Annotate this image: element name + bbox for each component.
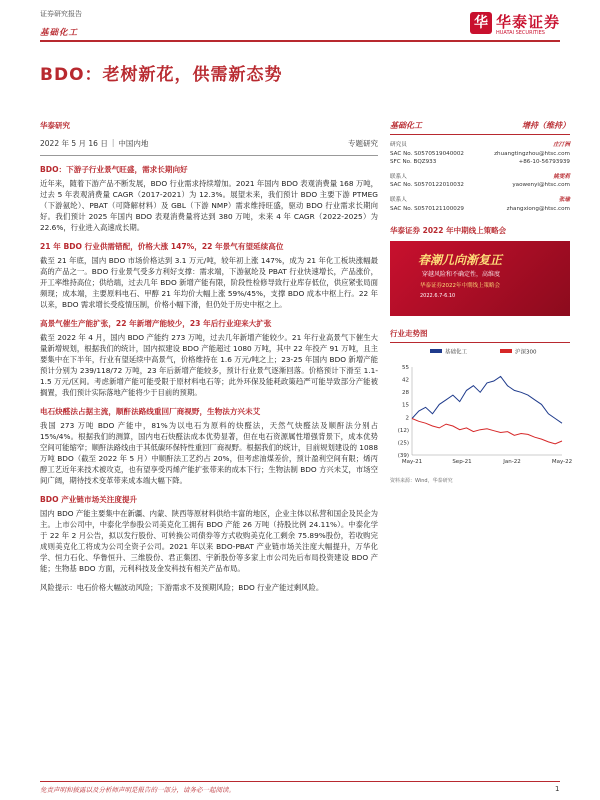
series-line [412,377,562,424]
main-column [40,120,378,593]
y-tick-label: (25) [397,440,409,447]
rating: 增持（维持） [522,121,570,130]
analyst-sac: SAC No. S0570519040002 [390,150,464,157]
header-divider [40,40,560,42]
section-body: 我国 273 万吨 BDO 产能中，81%为以电石为原料的炔醛法，天然气炔醛法及顺酐法分别占 15%/4%。根据我们的测算，国内电石炔醛法成本优势显著，但在电石资源属性增强背景下，成本优势空间可能缩窄；顺酐法路线由于其低碳环保特性重回厂商视野。根据我们的统计，目前规划建设的 1088 万吨 BDO（截至 2022 年 5 月）中顺酐法工艺约占 20%，但考虑油煤差价，预计盈利空间有限；烯丙醇工艺近年来技术被攻克，也有望享受丙烯产能扩张带来的成本下行；生物法制 BDO 方兴未艾，市场空间广阔，期待技术变革带来成本端大幅下降。 [40,421,378,485]
section-1 [40,164,378,233]
report-region: 中国内地 [118,139,149,148]
chart-source: 资料来源：Wind，华泰研究 [390,478,453,485]
risk-warning: 风险提示：电石价格大幅波动风险；下游需求不及预期风险；BDO 行业产能过剩风险。 [40,583,324,592]
analyst-phone: +86-10-56793939 [518,159,570,166]
date-separator: | [111,138,115,147]
industry-trend-chart [390,343,573,471]
section-3 [40,318,378,398]
x-tick-label: Jan-22 [503,459,521,466]
section-heading: BDO 产业链市场关注度提升 [40,495,138,504]
analyst-email[interactable]: yaowenyi@htsc.com [512,182,570,189]
analyst-email[interactable]: zhangxiong@htsc.com [506,205,570,212]
y-tick-label: (12) [397,428,409,435]
promo-title: 华泰证券 2022 年中期线上策略会 [390,226,507,236]
promo-headline: 春潮几向渐复正 [418,253,503,268]
logo-cn: 华泰证券 [496,13,561,31]
section-2 [40,241,378,310]
logo-en: HUATAI SECURITIES [496,30,545,36]
section-body: 近年来，随着下游产品不断发展，BDO 行业需求持续增加。2021 年国内 BDO 表观消费量 168 万吨，过去 5 年表观消费量 CAGR（2017-2021）为 12.3%。展望未来，我们预计 BDO 主要下游 PTMEG（下游氨纶）、PBAT（可降解材料）及 GBL（下游 NMP）需求维持旺盛，驱动 BDO 行业需求长期向好。我们预计 2025 年国内 BDO 表观消费量将达到 380 万吨，未来 4 年 CAGR（2022-2025）为 22.6%，行业进入高速成长期。 [40,179,378,232]
legend-label: 沪深300 [515,349,537,356]
sidebar [390,120,573,485]
huatai-logo [470,12,570,38]
trend-title: 行业走势图 [390,328,570,343]
footer-divider [40,781,560,782]
rating-header [390,120,570,135]
logo-mark-icon: 华 [470,12,492,34]
promo-event: 华泰证券2022年中期线上策略会 [420,283,500,290]
report-title: BDO：老树新花，供需新态势 [40,65,283,85]
dateline [40,138,378,149]
section-body: 截至 2022 年 4 月，国内 BDO 产能约 273 万吨，过去几年新增产能较少。21 年行业高景气下催生大量新增规划，根据我们的统计，国内拟建设 BDO 产能超过 1080 万吨，其中 22 年投产 91 万吨，且主要集中在下半年，行业有望延续中高景气，价格维持在 1.6 万元/吨之上；23-25 年国内 BDO 新增产能预计分别为 239/118/72 万吨，23 年后新增产能较多，预计行业景气逐渐回落。价格预计下滑至 1.1-1.5 万元/区间。考虑新增产能可能受限于原材料电石等；此外环保及能耗政策趋严可能导致部分产能被搁置，我们预计实际落地产能将少于目前的预期。 [40,333,378,397]
analyst-role: 联系人 [390,196,407,203]
legend-label: 基础化工 [445,349,468,356]
analyst-email[interactable]: zhuangtingzhou@htsc.com [494,150,570,157]
analyst-role: 研究员 [390,142,407,148]
analyst-name: 庄汀洲 [553,142,570,148]
y-tick-label: (39) [397,453,409,460]
promo-dates: 2022.6.7-6.10 [420,293,456,300]
legend-swatch [430,349,442,353]
section-4 [40,406,378,486]
sidebar-industry: 基础化工 [390,121,422,130]
x-tick-label: Sep-21 [452,459,472,466]
y-tick-label: 2 [405,415,409,422]
section-5 [40,494,378,574]
section-body: 截至 21 年底，国内 BDO 市场价格达到 3.1 万元/吨，较年初上涨 147%，成为 21 年化工板块涨幅最高的产品之一。BDO 行业景气受多方利好支撑：需求端，下游氨纶及 PBAT 行业快速增长，产品涨价，开工率维持高位；供给端，过去几年 BDO 新增产能有限，阶段性检修导致行业库存低位，供应紧张局面频现；成本端，主要原料电石、甲醇 21 年均价大幅上涨 59%/45%，支撑 BDO 成本中枢上行。22 年以来，BDO 需求增长受疫情压制，价格小幅下滑，但仍处于历史中枢之上。 [40,256,378,309]
section-heading: 21 年 BDO 行业供需错配，价格大涨 147%，22 年景气有望延续高位 [40,242,284,251]
analyst-name: 姚雯莉 [553,173,570,180]
analyst-role: 联系人 [390,173,407,180]
promo-subtitle: 穿越风险和不确定性，高维度 [422,271,501,279]
x-tick-label: May-21 [401,459,423,466]
analyst-name: 张瑜 [558,196,570,203]
x-tick-label: May-22 [551,459,573,466]
doc-type: 证券研究报告 [40,10,82,18]
analyst-list [390,141,570,213]
report-type: 专题研究 [348,139,378,148]
section-heading: 电石炔醛法占据主流，顺酐法路线重回厂商视野，生物法方兴未艾 [40,407,261,416]
y-tick-label: 28 [402,390,409,397]
section-body: 国内 BDO 产能主要集中在新疆、内蒙、陕西等原材料供给丰富的地区，企业主体以私营和国企及民企为主。上市公司中，中泰化学参股公司美克化工拥有 BDO 产能 26 万吨（持股比例 24.11%）。中泰化学于 22 年 2 月公告，拟以发行股份、可转换公司债券等方式收购美克化工剩余 75.89%股份，若收购完成则美克化工将成为公司全资子公司。2021 年以来 BDO-PBAT 产业链市场关注度大幅提升，万华化学、恒力石化、华鲁恒升、三维股份、君正集团、宇新股份等多家上市公司先后布局投资建设 BDO 产能；生物基 BDO 方面，元利科技及金发科技有相关产品布局。 [40,509,378,573]
y-tick-label: 55 [402,365,409,372]
section-heading: BDO：下游子行业景气旺盛，需求长期向好 [40,165,188,174]
analyst-sac: SAC No. S0570121100029 [390,205,464,212]
section-heading: 高景气催生产能扩张，22 年新增产能较少，23 年后行业迎来大扩张 [40,319,272,328]
footer-disclaimer: 免责声明和披露以及分析师声明是报告的一部分，请务必一起阅读。 [40,786,235,794]
author: 华泰研究 [40,121,70,130]
series-line [412,419,562,444]
y-tick-label: 42 [402,377,409,384]
dateline-divider [40,155,378,156]
header-industry: 基础化工 [40,28,79,38]
analyst-sac: SAC No. S0570122010032 [390,182,464,189]
promo-banner[interactable] [390,241,570,316]
y-tick-label: 15 [402,402,409,409]
legend-swatch [500,349,512,353]
analyst-sfc: SFC No. BQZ933 [390,159,437,166]
page-number: 1 [555,785,560,793]
report-date: 2022 年 5 月 16 日 [40,139,108,148]
